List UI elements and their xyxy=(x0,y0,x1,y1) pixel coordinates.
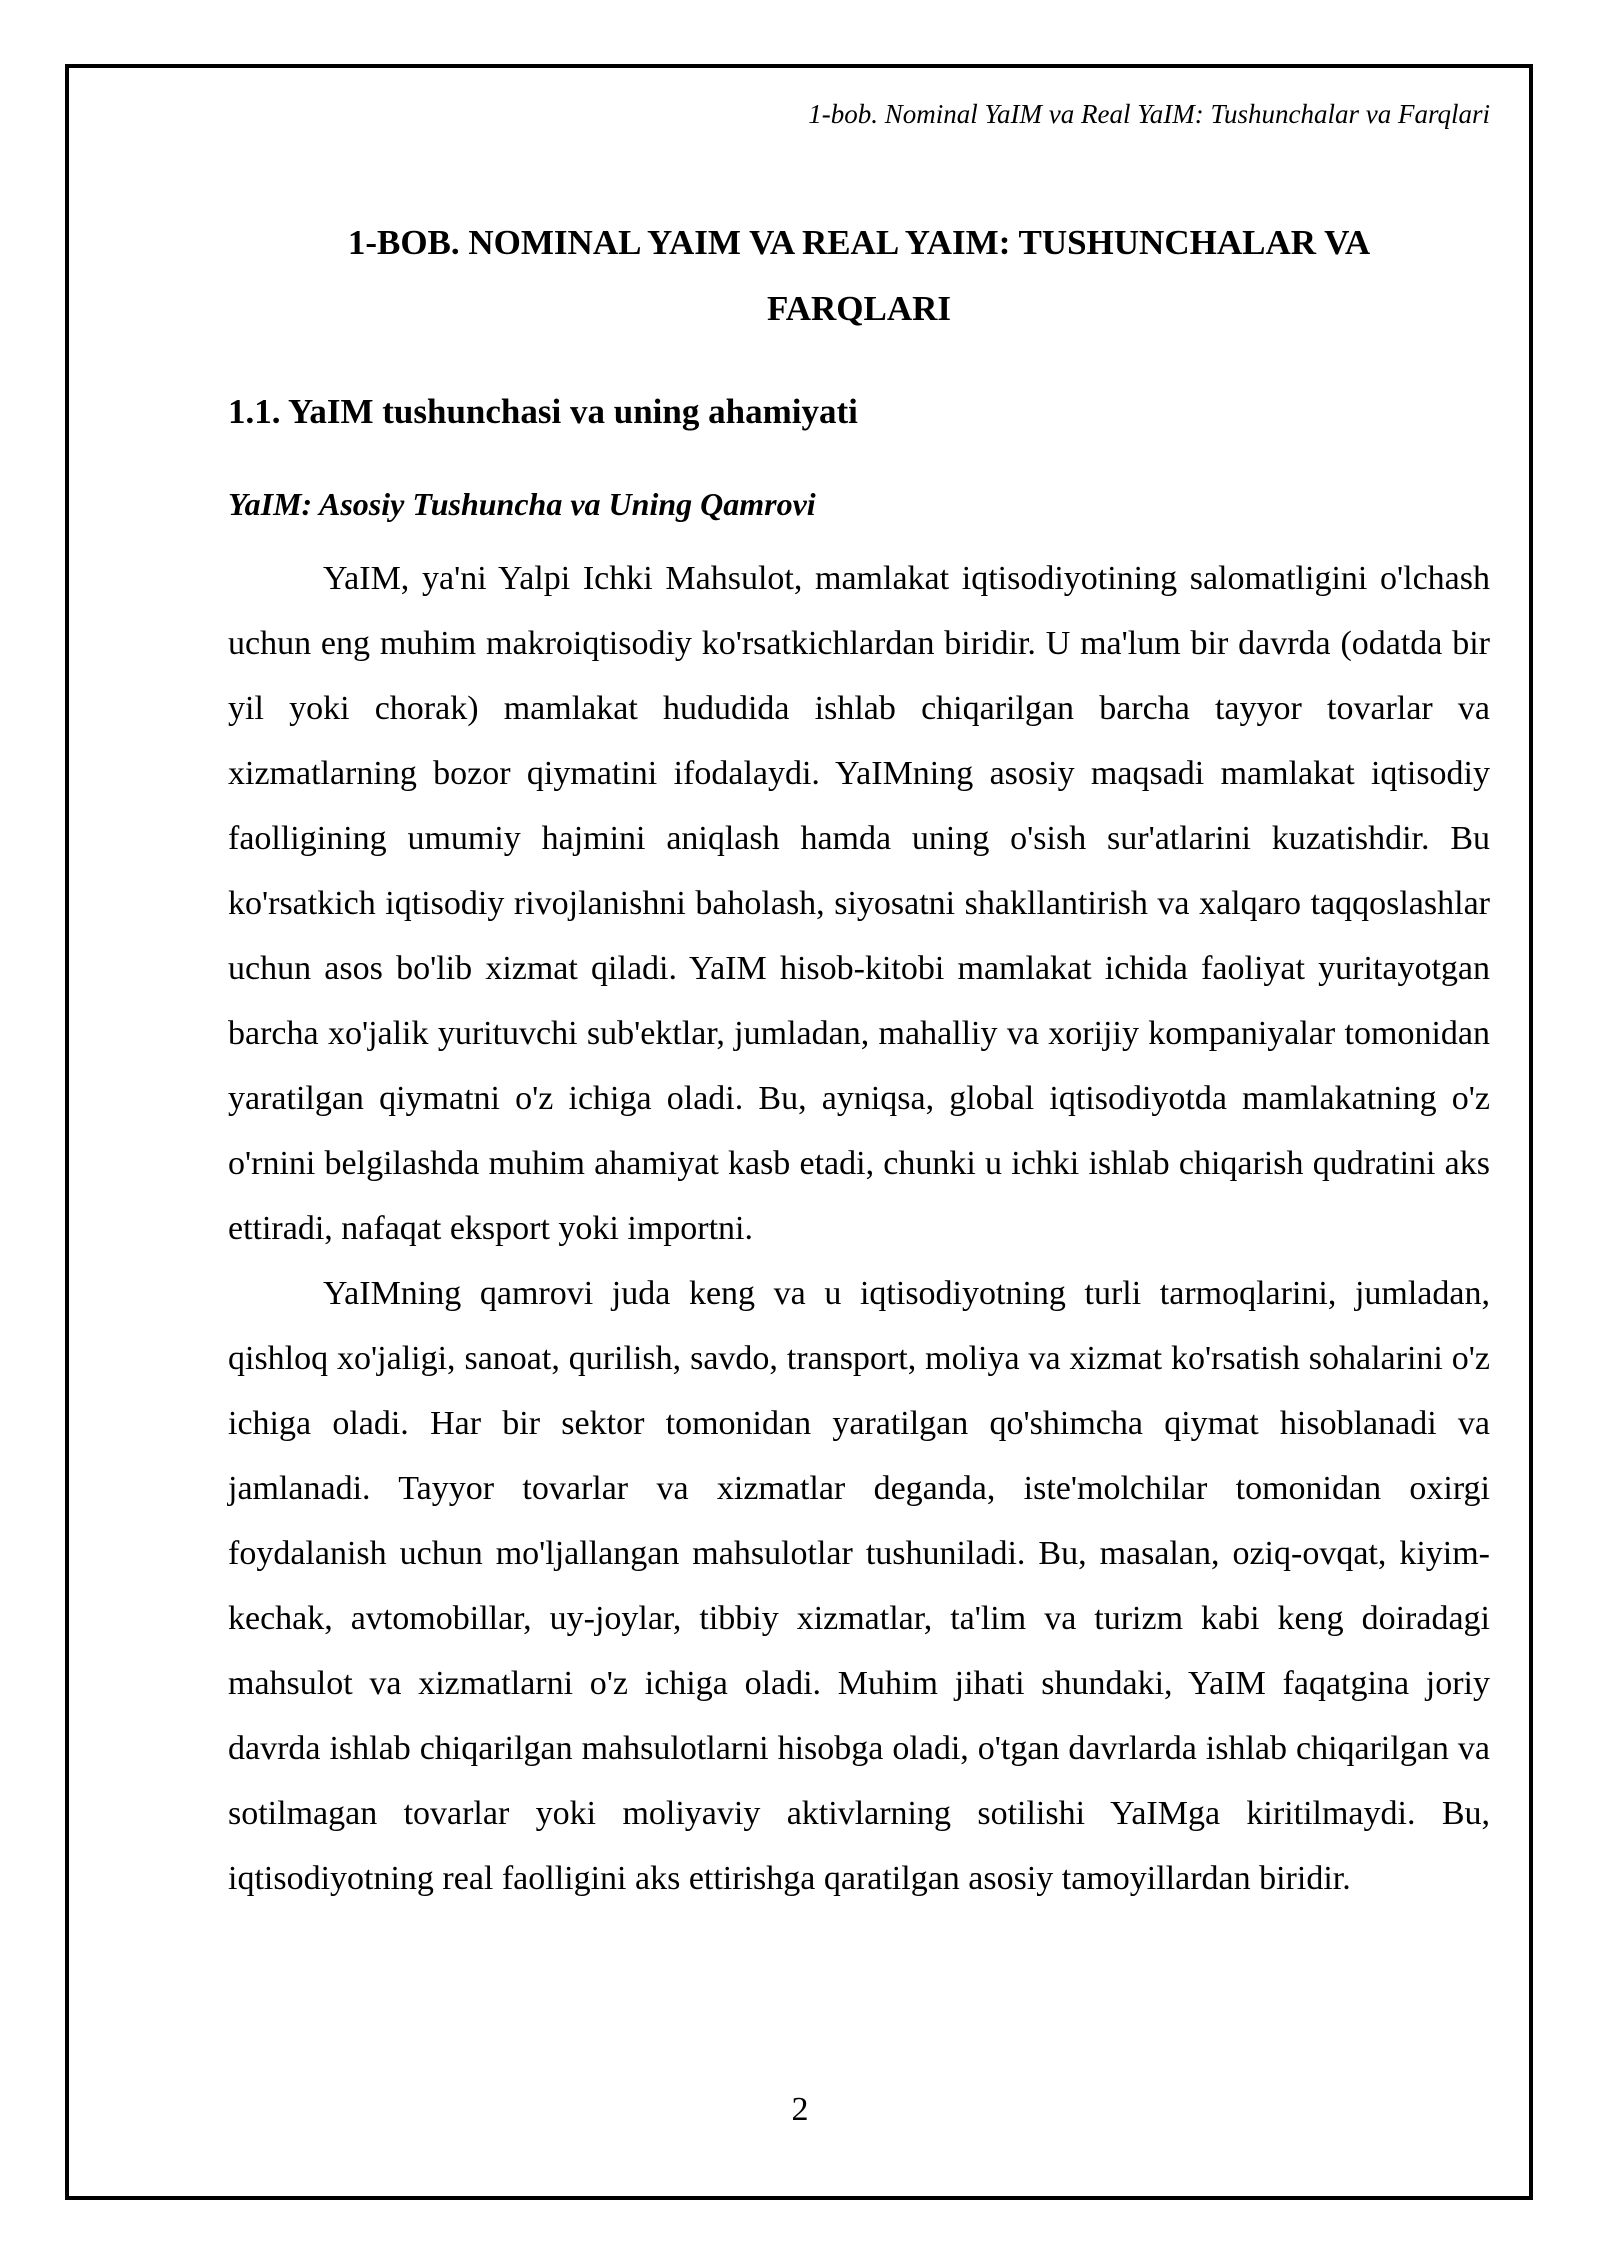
running-header: 1-bob. Nominal YaIM va Real YaIM: Tushunchalar va Farqlari xyxy=(808,99,1490,129)
chapter-title-line-2: FARQLARI xyxy=(766,289,952,328)
paragraph-2: YaIMning qamrovi juda keng va u iqtisodiyotning turli tarmoqlarini, jumladan, qishloq xo'jaligi, sanoat, qurilish, savdo, transport, moliya va xizmat ko'rsatish sohalarini o'z ichiga oladi. Har bir sektor tomonidan yaratilgan qo'shimcha qiymat hisoblanadi va jamlanadi. Tayyor tovarlar va xizmatlar deganda, iste'molchilar tomonidan oxirgi foydalanish uchun mo'ljallangan mahsulotlar tushuniladi. Bu, masalan, oziq-ovqat, kiyim-kechak, avtomobillar, uy-joylar, tibbiy xizmatlar, ta'lim va turizm kabi keng doiradagi mahsulot va xizmatlarni o'z ichiga oladi. Muhim jihati shundaki, YaIM faqatgina joriy davrda ishlab chiqarilgan mahsulotlarni hisobga oladi, o'tgan davrlarda ishlab chiqarilgan va sotilmagan tovarlar yoki moliyaviy aktivlarning sotilishi YaIMga kiritilmaydi. Bu, iqtisodiyotning real faolligini aks ettirishga qaratilgan asosiy tamoyillardan biridir. xyxy=(228,1275,1490,1897)
section-heading: 1.1. YaIM tushunchasi va uning ahamiyati xyxy=(228,392,858,431)
paragraph-1: YaIM, ya'ni Yalpi Ichki Mahsulot, mamlakat iqtisodiyotining salomatligini o'lchash uchun eng muhim makroiqtisodiy ko'rsatkichlardan biridir. U ma'lum bir davrda (odatda bir yil yoki chorak) mamlakat hududida ishlab chiqarilgan barcha tayyor tovarlar va xizmatlarning bozor qiymatini ifodalaydi. YaIMning asosiy maqsadi mamlakat iqtisodiy faolligining umumiy hajmini aniqlash hamda uning o'sish sur'atlarini kuzatishdir. Bu ko'rsatkich iqtisodiy rivojlanishni baholash, siyosatni shakllantirish va xalqaro taqqoslashlar uchun asos bo'lib xizmat qiladi. YaIM hisob-kitobi mamlakat ichida faoliyat yuritayotgan barcha xo'jalik yurituvchi sub'ektlar, jumladan, mahalliy va xorijiy kompaniyalar tomonidan yaratilgan qiymatni o'z ichiga oladi. Bu, ayniqsa, global iqtisodiyotda mamlakatning o'z o'rnini belgilashda muhim ahamiyat kasb etadi, chunki u ichki ishlab chiqarish qudratini aks ettiradi, nafaqat eksport yoki importni. xyxy=(228,560,1490,1247)
chapter-title xyxy=(228,210,1490,342)
subheading: YaIM: Asosiy Tushuncha va Uning Qamrovi xyxy=(228,486,816,522)
page-number: 2 xyxy=(791,2091,809,2128)
chapter-title-line-1: 1-BOB. NOMINAL YAIM VA REAL YAIM: TUSHUNCHALAR VA xyxy=(347,223,1371,262)
body-text xyxy=(228,546,1490,1911)
